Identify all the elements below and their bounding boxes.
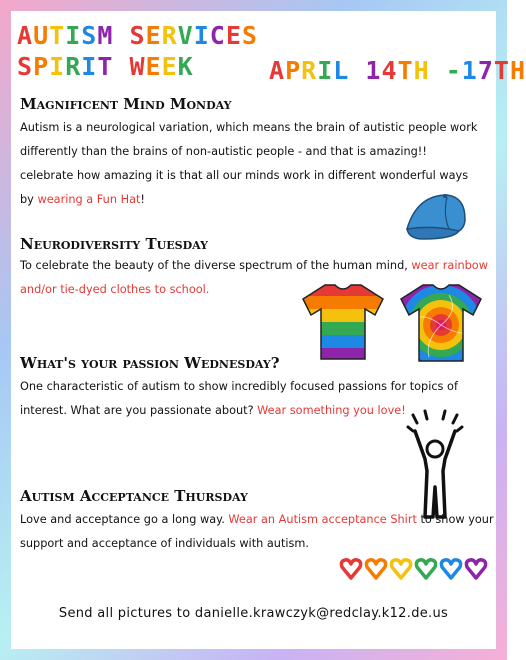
- monday-highlight: wearing a Fun Hat: [37, 193, 141, 206]
- thursday-body: Love and acceptance go a long way.: [20, 513, 229, 526]
- thursday-after: to show your support and acceptance of individuals with autism.: [20, 513, 494, 550]
- wednesday-body: One characteristic of autism to show incredibly focused passions for topics of interest. What are you passionate about?: [20, 380, 458, 417]
- event-dates: APRIL 14TH -17TH: [269, 56, 526, 85]
- thursday-heading: Autism Acceptance Thursday: [20, 487, 248, 505]
- rainbow-shirt-icon: [301, 283, 385, 361]
- monday-after: !: [140, 193, 145, 206]
- footer-contact: Send all pictures to danielle.krawczyk@redclay.k12.de.us: [58, 606, 449, 621]
- tuesday-highlight: wear rainbow and/or tie-dyed clothes to school.: [20, 259, 488, 296]
- flyer-content: [11, 11, 526, 649]
- cheering-person-icon: [407, 411, 463, 521]
- tuesday-body: To celebrate the beauty of the diverse spectrum of the human mind,: [20, 259, 412, 272]
- tie-dye-shirt-icon: [399, 281, 483, 363]
- wednesday-highlight: Wear something you love!: [257, 404, 406, 417]
- rainbow-hearts-icon: [339, 557, 495, 581]
- monday-heading: Magnificent Mind Monday: [20, 95, 232, 113]
- wednesday-heading: What's your passion Wednesday?: [20, 354, 280, 372]
- baseball-cap-icon: [403, 189, 471, 241]
- title-line-2: SPIRIT WEEK: [17, 52, 194, 81]
- tuesday-heading: Neurodiversity Tuesday: [20, 235, 208, 253]
- title-line-1: AUTISM SERVICES: [17, 21, 258, 50]
- thursday-highlight: Wear an Autism acceptance Shirt: [228, 513, 417, 526]
- monday-body: Autism is a neurological variation, which means the brain of autistic people work differently than the brains of non-autistic people - and that is amazing!! celebrate how amazing it is that all our minds work in different wonderful ways by: [20, 121, 478, 206]
